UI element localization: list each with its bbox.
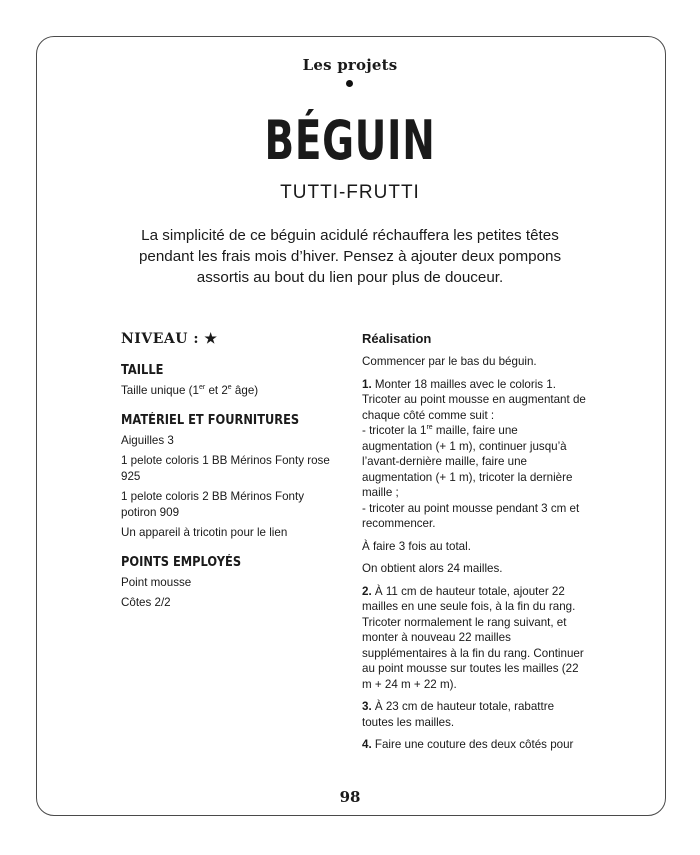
materials-list — [121, 433, 331, 541]
step-text: Monter 18 mailles avec le coloris 1. Tricoter au point mousse en augmentant de chaque côté comme suit : — [362, 377, 586, 422]
size-text-part: et 2 — [205, 384, 228, 397]
step-2 — [362, 584, 587, 693]
step-number: 3. — [362, 700, 372, 713]
level-line — [121, 331, 331, 347]
size-text — [121, 383, 331, 399]
step-text: À 11 cm de hauteur totale, ajouter 22 mailles en une seule fois, à la fin du rang. Tricoter normalement le rang suivant, et monter à nouveau 22 mailles supplémentaires à la fin du rang. Continuer au point mousse sur toutes les mailles (22 m + 24 m + 22 m). — [362, 584, 584, 691]
materials-item: Un appareil à tricotin pour le lien — [121, 526, 288, 539]
left-column — [121, 331, 331, 616]
section-dot — [346, 80, 353, 87]
right-column — [362, 331, 587, 760]
stitches-item: Côtes 2/2 — [121, 596, 171, 609]
step-number: 1. — [362, 377, 372, 391]
step-number: 4. — [362, 738, 372, 751]
stitches-heading: POINTS EMPLOYÉS — [121, 554, 242, 570]
step-4 — [362, 737, 587, 753]
size-text-part: Taille unique (1 — [121, 384, 199, 397]
step-text: maille, faire une augmentation (+ 1 m), continuer jusqu’à l’avant-dernière maille, faire une augmentation (+ 1 m), tricoter la dernière maille ; — [362, 424, 573, 499]
stitches-item: Point mousse — [121, 575, 192, 589]
step-text: - tricoter au point mousse pendant 3 cm et recommencer. — [362, 501, 580, 530]
instructions-intro: Commencer par le bas du béguin. — [362, 355, 537, 368]
step-text: Faire une couture des deux côtés pour — [371, 738, 574, 751]
page-number: 98 — [339, 788, 361, 806]
intro-paragraph: La simplicité de ce béguin acidulé réchauffera les petites têtes pendant les frais mois d’hiver. Pensez à ajouter deux pompons assortis au bout du lien pour plus de douceur. — [138, 227, 562, 286]
stitches-list — [121, 575, 331, 611]
step-1 — [362, 377, 587, 532]
step-sup: re — [426, 424, 433, 432]
repeat-note: À faire 3 fois au total. — [362, 539, 471, 553]
level-star-icon: ★ — [204, 331, 218, 347]
page-title: BÉGUIN — [264, 109, 436, 172]
size-sup-1: er — [199, 384, 206, 392]
step-text: - tricoter la 1 — [362, 424, 427, 437]
materials-item: 1 pelote coloris 2 BB Mérinos Fonty potiron 909 — [121, 490, 305, 519]
materials-heading: MATÉRIEL ET FOURNITURES — [121, 412, 300, 428]
step-3 — [362, 699, 587, 730]
result-note: On obtient alors 24 mailles. — [362, 562, 503, 575]
section-label: Les projets — [302, 56, 398, 74]
page-subtitle: TUTTI-FRUTTI — [280, 182, 420, 203]
size-text-part: âge) — [231, 384, 259, 397]
size-heading: TAILLE — [121, 363, 164, 378]
step-text: À 23 cm de hauteur totale, rabattre toutes les mailles. — [362, 700, 555, 729]
instructions-heading: Réalisation — [362, 331, 432, 346]
step-number: 2. — [362, 584, 372, 598]
materials-item: 1 pelote coloris 1 BB Mérinos Fonty rose 925 — [121, 454, 330, 483]
level-label: NIVEAU : — [121, 331, 199, 347]
size-sup-2: e — [227, 384, 232, 392]
materials-item: Aiguilles 3 — [121, 433, 174, 447]
